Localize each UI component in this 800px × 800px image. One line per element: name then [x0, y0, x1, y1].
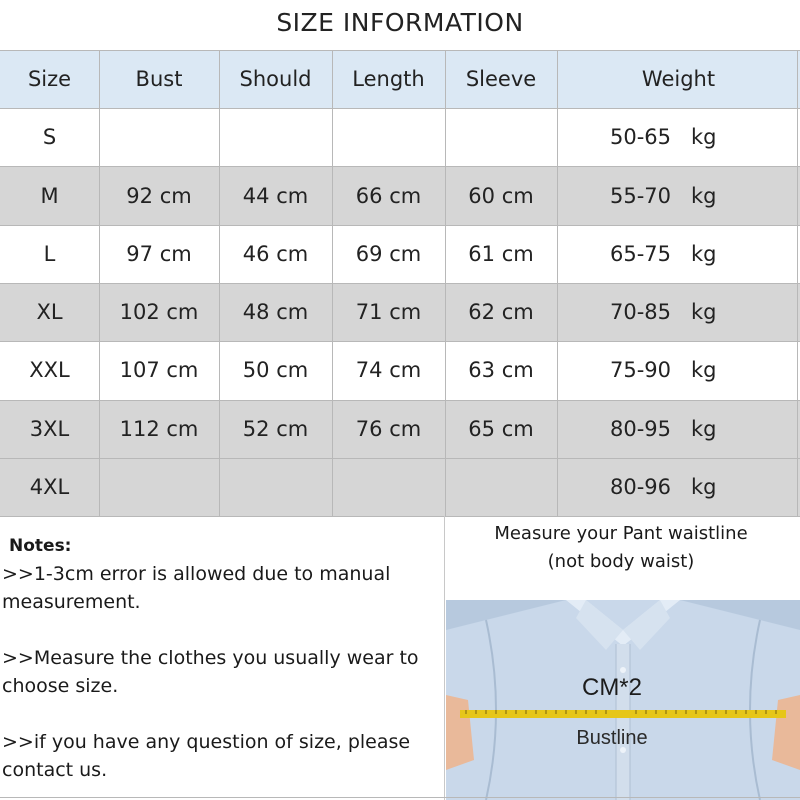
table-row — [0, 167, 800, 225]
table-border — [332, 50, 333, 516]
cell-should: 52 cm — [242, 417, 309, 441]
cell-length: 69 cm — [355, 242, 422, 266]
cell-size: M — [40, 184, 59, 208]
weight-unit: kg — [691, 475, 717, 499]
bustline-label: Bustline — [576, 727, 648, 749]
cell-should — [219, 458, 332, 516]
cell-bust: 92 cm — [126, 184, 192, 208]
cell-length: 66 cm — [355, 184, 422, 208]
cell-weight — [557, 225, 800, 283]
cell-length: 74 cm — [355, 358, 422, 382]
table-header-row — [0, 50, 800, 108]
header-weight: Weight — [641, 67, 716, 91]
table-border — [0, 50, 800, 51]
weight-unit: kg — [691, 125, 717, 149]
table-border — [219, 50, 220, 516]
header-length: Length — [352, 67, 425, 91]
table-border — [0, 341, 800, 342]
weight-unit: kg — [691, 417, 717, 441]
cell-sleeve: 60 cm — [468, 184, 534, 208]
table-border — [0, 166, 800, 167]
cell-should — [219, 108, 332, 166]
table-border — [0, 108, 800, 109]
measure-line: Measure your Pant waistline — [494, 523, 748, 544]
table-border — [797, 50, 798, 516]
cell-weight — [557, 167, 800, 225]
note-line: >>Measure the clothes you usually wear to — [2, 647, 419, 669]
weight-unit: kg — [691, 242, 717, 266]
cell-should: 46 cm — [242, 242, 309, 266]
cell-sleeve: 62 cm — [468, 300, 534, 324]
cell-weight — [557, 108, 800, 166]
table-row — [0, 341, 800, 399]
header-sleeve: Sleeve — [465, 67, 537, 91]
cell-bust: 112 cm — [119, 417, 199, 441]
cell-weight — [557, 400, 800, 458]
page-title: SIZE INFORMATION — [276, 8, 524, 37]
cell-length: 76 cm — [355, 417, 422, 441]
cell-size: 4XL — [29, 475, 70, 499]
cell-sleeve — [445, 458, 557, 516]
cell-should: 50 cm — [242, 358, 309, 382]
cell-sleeve: 65 cm — [468, 417, 534, 441]
weight-unit: kg — [691, 358, 717, 382]
cell-should: 48 cm — [242, 300, 309, 324]
table-border — [0, 283, 800, 284]
note-line: >>if you have any question of size, please — [2, 731, 411, 753]
weight-range: 75-90 — [609, 358, 671, 382]
cell-length — [332, 458, 445, 516]
measure-line: (not body waist) — [547, 551, 695, 572]
section-divider — [444, 516, 445, 800]
table-row — [0, 225, 800, 283]
table-row — [0, 108, 800, 166]
weight-range: 65-75 — [609, 242, 671, 266]
cell-weight — [557, 458, 800, 516]
cell-bust: 107 cm — [119, 358, 199, 382]
note-line: choose size. — [2, 675, 119, 697]
cell-sleeve: 61 cm — [468, 242, 534, 266]
table-border — [0, 400, 800, 401]
weight-range: 80-95 — [609, 417, 671, 441]
cell-bust — [99, 108, 219, 166]
cell-bust — [99, 458, 219, 516]
cm-x2-label: CM*2 — [581, 674, 643, 701]
note-line: measurement. — [2, 591, 141, 613]
cell-bust: 102 cm — [119, 300, 199, 324]
cell-size: 3XL — [29, 417, 70, 441]
note-line: >>1-3cm error is allowed due to manual — [2, 563, 391, 585]
weight-range: 55-70 — [609, 184, 671, 208]
header-should: Should — [239, 67, 312, 91]
table-row — [0, 283, 800, 341]
table-border — [99, 50, 100, 516]
cell-size: S — [42, 125, 57, 149]
measure-instructions — [446, 520, 796, 576]
weight-unit: kg — [691, 300, 717, 324]
cell-sleeve — [445, 108, 557, 166]
cell-should: 44 cm — [242, 184, 309, 208]
note-line: contact us. — [2, 759, 108, 781]
header-size: Size — [27, 67, 72, 91]
table-border — [0, 458, 800, 459]
table-row — [0, 400, 800, 458]
page-border — [0, 797, 800, 798]
cell-size: XL — [36, 300, 63, 324]
cell-length: 71 cm — [355, 300, 422, 324]
table-border — [0, 225, 800, 226]
table-row — [0, 458, 800, 516]
cell-weight — [557, 341, 800, 399]
shirt-measurement-photo — [446, 600, 800, 800]
header-bust: Bust — [135, 67, 183, 91]
cell-bust: 97 cm — [126, 242, 192, 266]
notes-heading: Notes: — [9, 536, 72, 556]
weight-range: 70-85 — [609, 300, 671, 324]
table-border — [0, 516, 800, 517]
cell-length — [332, 108, 445, 166]
weight-unit: kg — [691, 184, 717, 208]
cell-size: XXL — [29, 358, 70, 382]
cell-weight — [557, 283, 800, 341]
weight-range: 50-65 — [609, 125, 671, 149]
table-border — [557, 50, 558, 516]
cell-size: L — [43, 242, 56, 266]
weight-range: 80-96 — [609, 475, 671, 499]
cell-sleeve: 63 cm — [468, 358, 534, 382]
notes-section — [2, 532, 442, 784]
table-border — [445, 50, 446, 516]
